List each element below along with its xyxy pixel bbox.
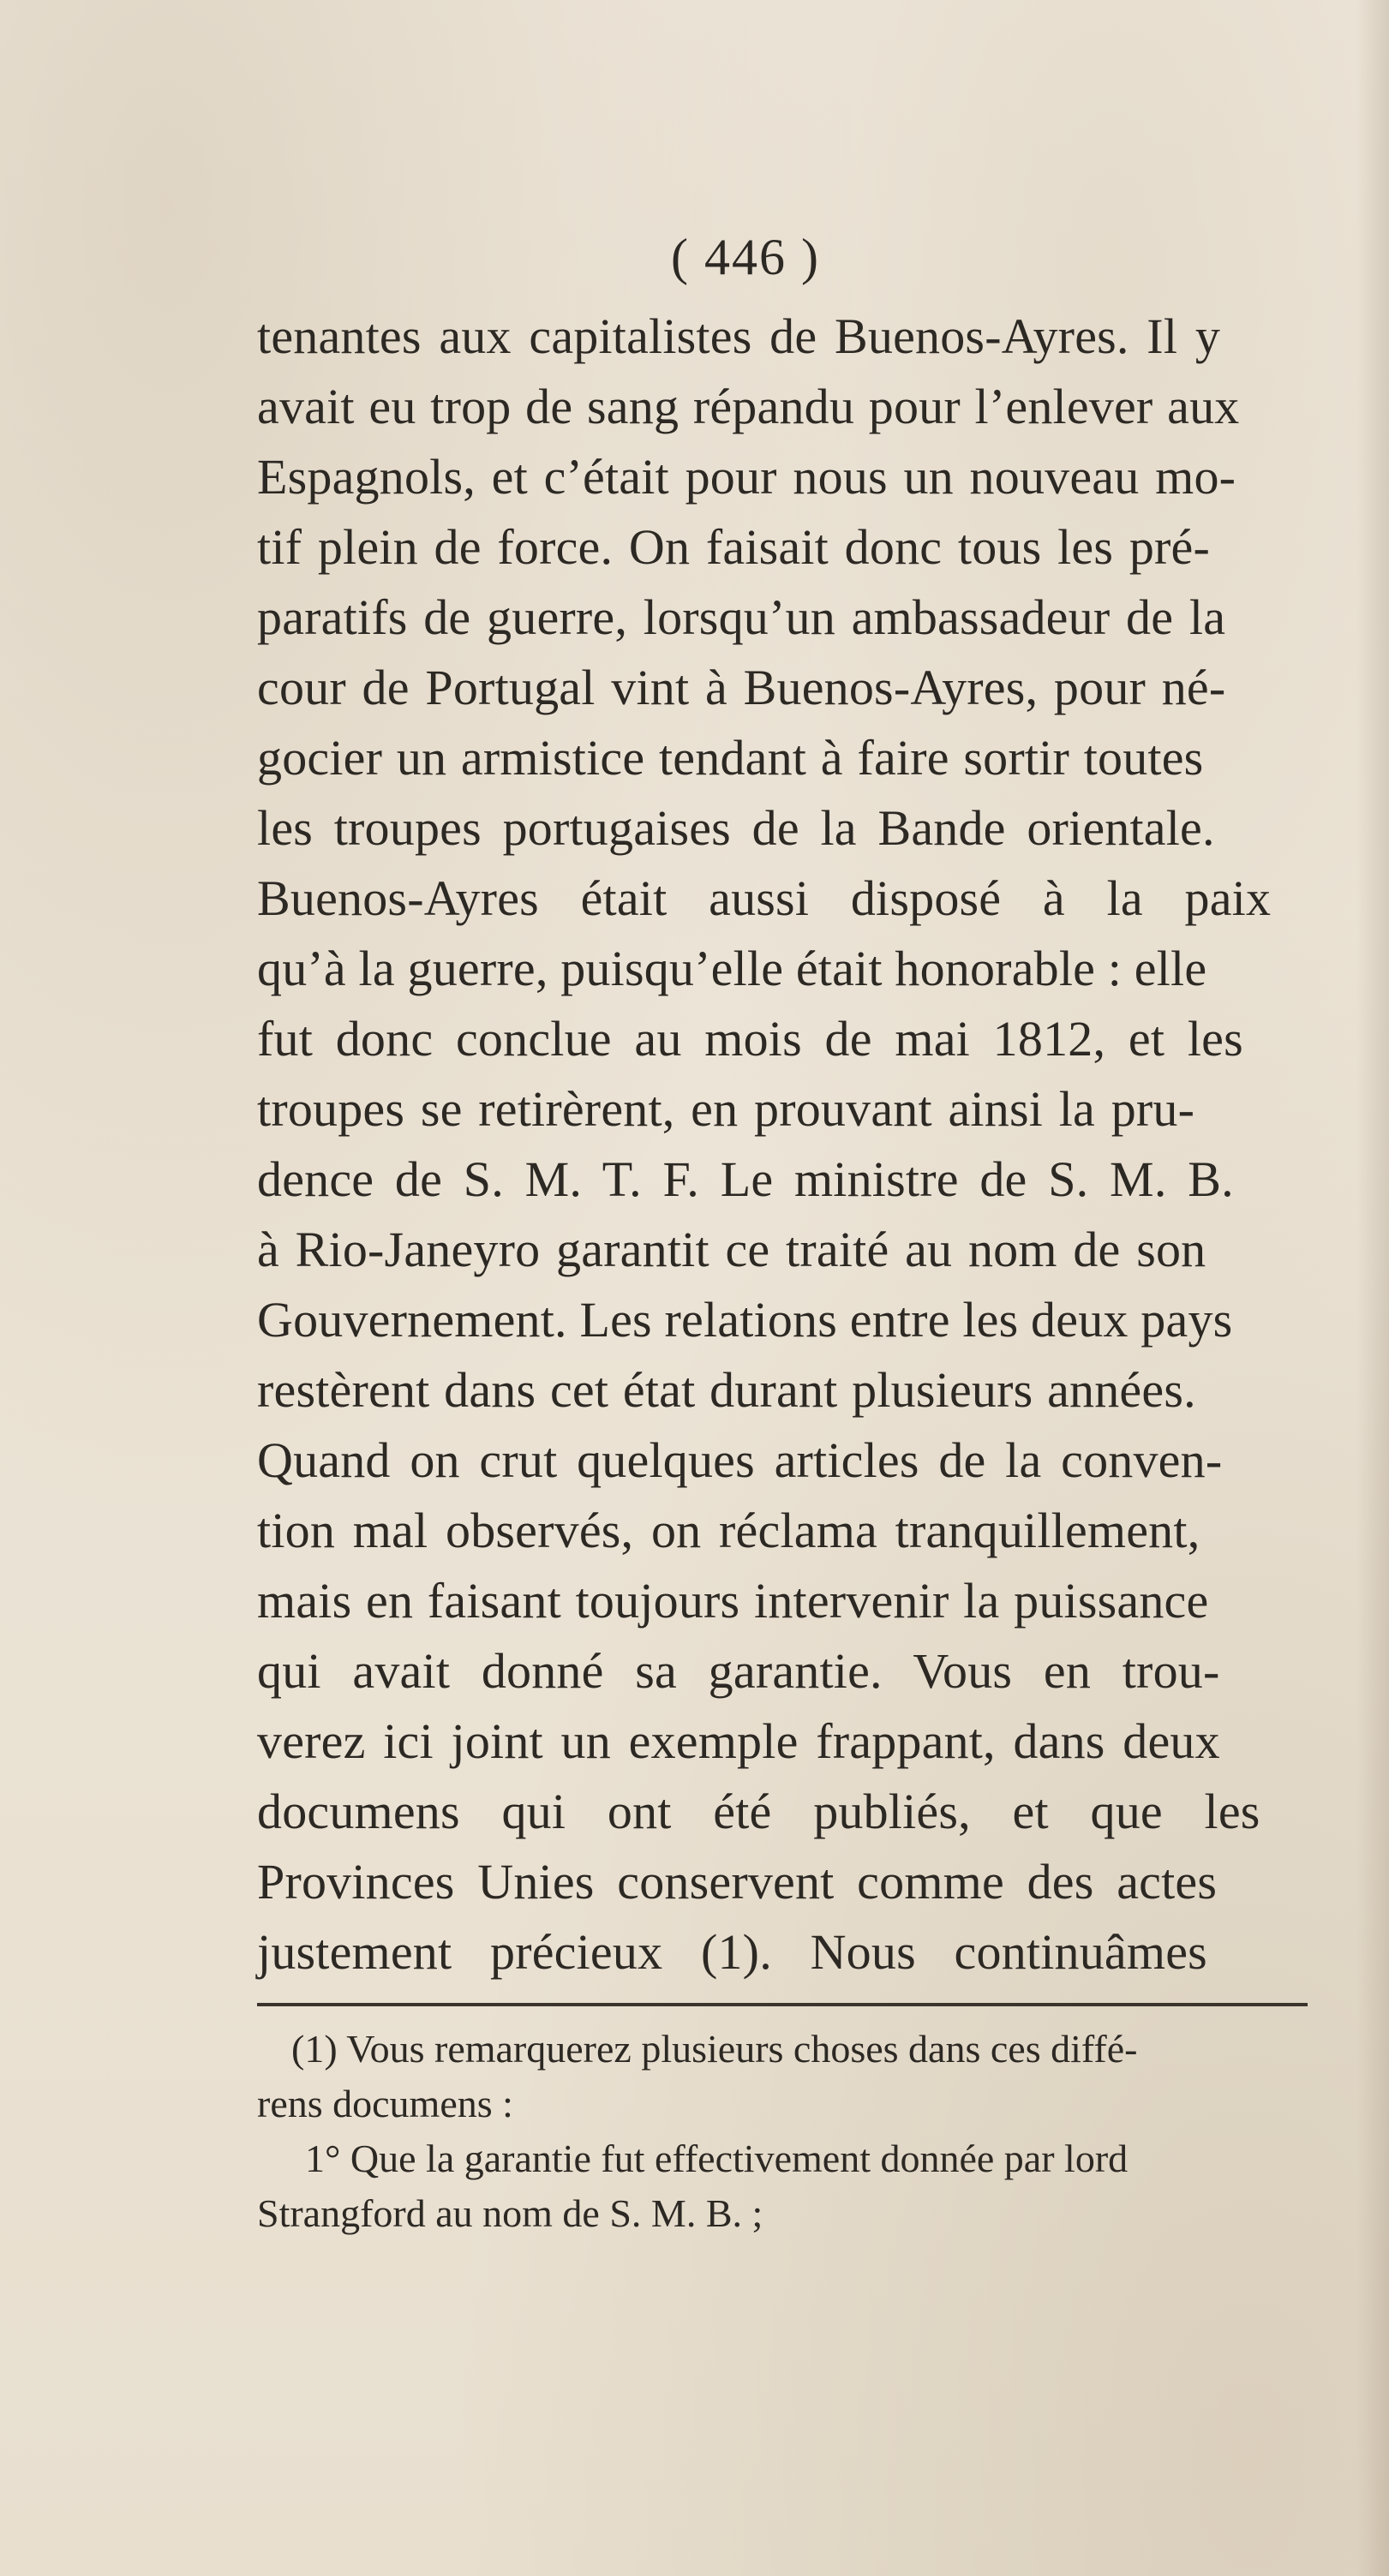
page-number: ( 446 )	[671, 229, 820, 285]
text-line: avait eu trop de sang répandu pour l’enlever aux	[257, 379, 1240, 434]
text-line: les troupes portugaises de la Bande orientale.	[257, 800, 1215, 856]
text-line: à Rio-Janeyro garantit ce traité au nom de son	[257, 1222, 1206, 1277]
text-line: Buenos-Ayres était aussi disposé à la paix	[257, 870, 1272, 926]
text-line: tenantes aux capitalistes de Buenos-Ayres. Il y	[257, 308, 1221, 364]
footnote-line: Strangford au nom de S. M. B. ;	[257, 2191, 763, 2235]
text-line: mais en faisant toujours intervenir la puissance	[257, 1573, 1209, 1629]
body-text	[257, 302, 1371, 1987]
text-line: Quand on crut quelques articles de la conven-	[257, 1432, 1223, 1488]
footnote-separator-rule	[257, 2003, 1308, 2006]
text-line: fut donc conclue au mois de mai 1812, et les	[257, 1011, 1243, 1067]
text-line: documens qui ont été publiés, et que les	[257, 1784, 1260, 1839]
text-line: Gouvernement. Les relations entre les deux pays	[257, 1292, 1233, 1348]
text-line: verez ici joint un exemple frappant, dans deux	[257, 1713, 1220, 1769]
text-line: Provinces Unies conservent comme des actes	[257, 1854, 1218, 1910]
text-line: restèrent dans cet état durant plusieurs années.	[257, 1362, 1196, 1418]
text-line: cour de Portugal vint à Buenos-Ayres, pour né-	[257, 660, 1226, 715]
footnotes	[257, 2022, 1371, 2241]
text-line: qu’à la guerre, puisqu’elle était honorable : elle	[257, 941, 1207, 996]
footnote-line: rens documens :	[257, 2082, 513, 2125]
text-line: qui avait donné sa garantie. Vous en trou-	[257, 1643, 1220, 1699]
text-line: troupes se retirèrent, en prouvant ainsi la pru-	[257, 1081, 1195, 1137]
text-line: tif plein de force. On faisait donc tous les pré-	[257, 519, 1211, 575]
footnote-line: (1) Vous remarquerez plusieurs choses dans ces diffé-	[291, 2027, 1138, 2071]
text-line: justement précieux (1). Nous continuâmes	[257, 1924, 1207, 1980]
text-line: gocier un armistice tendant à faire sortir toutes	[257, 730, 1204, 786]
text-line: paratifs de guerre, lorsqu’un ambassadeur de la	[257, 589, 1226, 645]
text-line: tion mal observés, on réclama tranquillement,	[257, 1503, 1200, 1558]
text-line: Espagnols, et c’était pour nous un nouveau mo-	[257, 449, 1236, 505]
text-line: dence de S. M. T. F. Le ministre de S. M. B.	[257, 1151, 1234, 1207]
footnote-line: 1° Que la garantie fut effectivement donnée par lord	[305, 2137, 1129, 2180]
